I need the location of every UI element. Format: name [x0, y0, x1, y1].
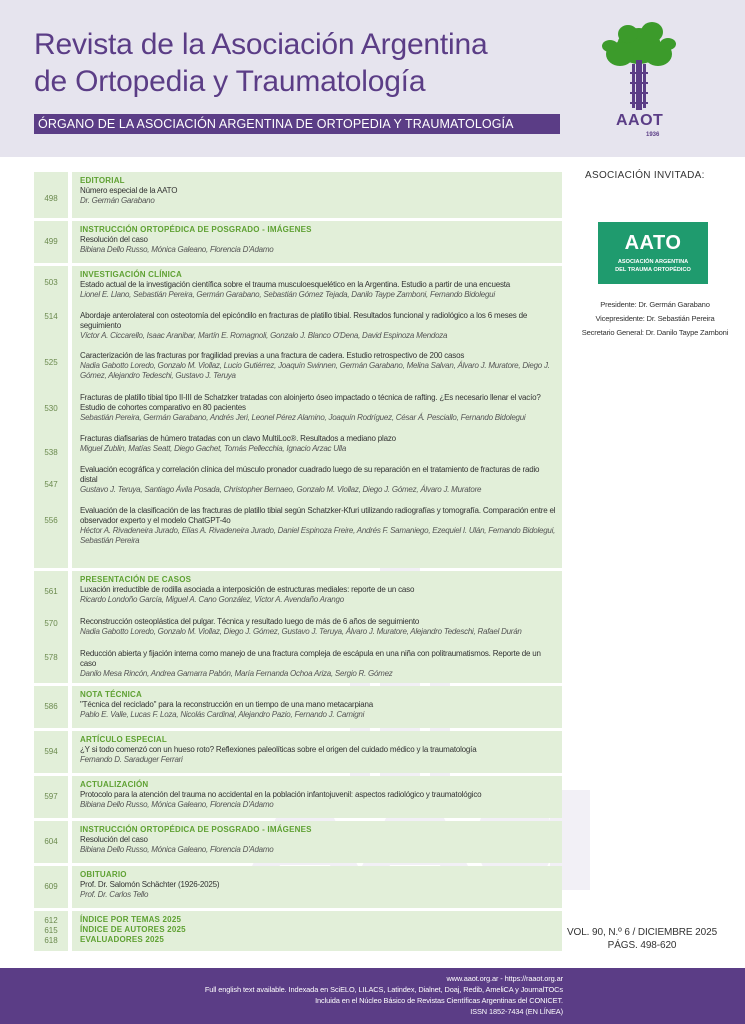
page-number: 594: [44, 747, 58, 756]
article-authors: Sebastián Pereira, Germán Garabano, Andrés Jeri, Leonel Pérez Alamino, Joaquín Rodríguez, César Á. Pesciallo, Fernando Bidolegui: [80, 413, 526, 422]
section-content: [72, 911, 562, 951]
journal-title-line1: Revista de la Asociación Argentina: [34, 28, 488, 61]
officers-list: [570, 298, 740, 340]
section-content: [72, 221, 562, 263]
aato-logo: [598, 222, 708, 284]
section-content: [72, 266, 562, 568]
list-item[interactable]: [80, 311, 556, 341]
list-item[interactable]: [80, 700, 556, 720]
aato-logo-line2: DEL TRAUMA ORTOPÉDICO: [615, 267, 691, 273]
journal-title: [34, 26, 487, 100]
page-number: 498: [44, 194, 58, 203]
president: Presidente: Dr. Germán Garabano: [600, 300, 710, 309]
page-column: [34, 866, 68, 908]
article-authors: Danilo Mesa Rincón, Andrea Gamarra Pabón, María Fernanda Ochoa Ariza, Sergio R. Gómez: [80, 669, 393, 678]
page-number: 547: [44, 480, 58, 489]
page-number: 597: [44, 792, 58, 801]
toc-section-indices: [34, 911, 562, 951]
article-title: Número especial de la AATO: [80, 186, 178, 195]
list-item[interactable]: [80, 235, 556, 255]
article-title: Protocolo para la atención del trauma no accidental en la población infantojuvenil: aspectos radiológico y traumatológico: [80, 790, 482, 799]
list-item[interactable]: [80, 617, 556, 637]
section-title: ARTÍCULO ESPECIAL: [80, 735, 167, 744]
page-number: 538: [44, 448, 58, 457]
aaot-logo-year: 1936: [646, 132, 660, 138]
toc-section-actualizacion: [34, 776, 562, 818]
page-range: PÁGS. 498-620: [607, 940, 677, 951]
footer-issn: ISSN 1852-7434 (EN LÍNEA): [470, 1007, 563, 1016]
secretary: Secretario General: Dr. Danilo Taype Zamboni: [581, 328, 729, 337]
list-item[interactable]: [80, 880, 556, 900]
section-title: INSTRUCCIÓN ORTOPÉDICA DE POSGRADO - IMÁGENES: [80, 825, 312, 834]
article-title: "Técnica del reciclado" para la reconstrucción en un tiempo de una mano metacarpiana: [80, 700, 374, 709]
list-item[interactable]: [80, 280, 556, 300]
article-title: Resolución del caso: [80, 835, 148, 844]
article-title: Resolución del caso: [80, 235, 148, 244]
article-authors: Dr. Germán Garabano: [80, 196, 155, 205]
section-content: [72, 776, 562, 818]
section-title: OBITUARIO: [80, 870, 127, 879]
invited-association-label: ASOCIACIÓN INVITADA:: [585, 170, 705, 181]
article-title: Reconstrucción osteoplástica del pulgar. Técnica y resultado luego de más de 6 años de seguimiento: [80, 617, 420, 626]
article-title: ¿Y si todo comenzó con un hueso roto? Reflexiones paleolíticas sobre el origen del cuidado médico y la traumatología: [80, 745, 477, 754]
index-title[interactable]: EVALUADORES 2025: [80, 935, 164, 944]
volume-info: [566, 926, 718, 952]
toc-section-nota-tecnica: [34, 686, 562, 728]
toc-section-obituario: [34, 866, 562, 908]
toc-section-articulo-especial: [34, 731, 562, 773]
page-number: 525: [44, 358, 58, 367]
section-title: PRESENTACIÓN DE CASOS: [80, 575, 192, 584]
article-authors: Bibiana Dello Russo, Mónica Galeano, Florencia D'Adamo: [80, 845, 274, 854]
list-item[interactable]: [80, 393, 556, 423]
article-title: Abordaje anterolateral con osteotomía del epicóndilo en fracturas de platillo tibial. Resultados funcional y radiológico a los 6 meses de seguimiento: [80, 311, 528, 330]
article-authors: Nadia Gabotto Loredo, Gonzalo M. Viollaz, Lucio Gutiérrez, Joaquín Swinnen, Germán Garabano, Melina Salvan, Álvaro J. Muratore, Diego J. Gómez, Alejandro Tedeschi, Gustavo J. Teruya: [80, 361, 550, 380]
page-column: [34, 686, 68, 728]
page-number: 612: [44, 916, 58, 925]
section-title: INSTRUCCIÓN ORTOPÉDICA DE POSGRADO - IMÁGENES: [80, 225, 312, 234]
page-number: 561: [44, 587, 58, 596]
list-item[interactable]: [80, 465, 556, 495]
article-authors: Miguel Zublin, Matías Seatt, Diego Gachet, Tomás Pellecchia, Ignacio Arzac Ulla: [80, 444, 347, 453]
article-title: Estado actual de la investigación científica sobre el trauma musculoesquelético en la Argentina. Estudio a partir de una encuesta: [80, 280, 511, 289]
section-title: ACTUALIZACIÓN: [80, 780, 149, 789]
page-column: [34, 776, 68, 818]
section-content: [72, 731, 562, 773]
section-title: INVESTIGACIÓN CLÍNICA: [80, 270, 182, 279]
article-title: Evaluación ecográfica y correlación clínica del músculo pronador cuadrado luego de su reparación en el tratamiento de fracturas de radio distal: [80, 465, 540, 484]
page-number: 578: [44, 653, 58, 662]
article-authors: Víctor A. Ciccarello, Isaac Aranibar, Martín E. Romagnoli, Gonzalo J. Blanco O'Dena, David Espinoza Mendoza: [80, 331, 448, 340]
toc-section-instruccion-2: [34, 821, 562, 863]
volume-issue: VOL. 90, N.º 6 / DICIEMBRE 2025: [566, 927, 718, 938]
list-item[interactable]: [80, 186, 556, 206]
article-authors: Ricardo Londoño García, Miguel A. Cano González, Víctor A. Avendaño Arango: [80, 595, 344, 604]
footer-indexing: Full english text available. Indexada en SciELO, LILACS, Latindex, Dialnet, Doaj, Redib, AmeliCA y JournalTOCs: [204, 985, 563, 994]
aato-logo-line1: ASOCIACIÓN ARGENTINA: [617, 259, 689, 265]
list-item[interactable]: [80, 745, 556, 765]
article-title: Prof. Dr. Salomón Schächter (1926-2025): [80, 880, 220, 889]
list-item[interactable]: [80, 585, 556, 605]
article-authors: Bibiana Dello Russo, Mónica Galeano, Florencia D'Adamo: [80, 800, 274, 809]
article-authors: Prof. Dr. Carlos Tello: [80, 890, 149, 899]
footer-band: [0, 968, 745, 1024]
page-number: 615: [44, 926, 58, 935]
footer-conicet: Incluida en el Núcleo Básico de Revistas Científicas Argentinas del CONICET.: [315, 996, 563, 1005]
page-number: 556: [44, 516, 58, 525]
index-title[interactable]: ÍNDICE POR TEMAS 2025: [80, 915, 182, 924]
section-title: EDITORIAL: [80, 176, 125, 185]
page-number: 604: [44, 837, 58, 846]
article-title: Luxación irreductible de rodilla asociada a interposición de estructuras mediales: reporte de un caso: [80, 585, 415, 594]
page-column: [34, 266, 68, 568]
toc-section-instruccion-1: [34, 221, 562, 263]
list-item[interactable]: [80, 835, 556, 855]
section-content: [72, 172, 562, 218]
section-title: NOTA TÉCNICA: [80, 690, 142, 699]
index-title[interactable]: ÍNDICE DE AUTORES 2025: [80, 925, 186, 934]
toc-section-investigacion-clinica: [34, 266, 562, 568]
article-authors: Pablo E. Valle, Lucas F. Loza, Nicolás Cardinal, Alejandro Pazio, Fernando J. Carnigni: [80, 710, 365, 719]
article-title: Evaluación de la clasificación de las fracturas de platillo tibial según Schatzker-Kfuri utilizando radiografías y tomografía. Comparación entre el observador experto y el modelo ChatGPT-4o: [80, 506, 556, 525]
article-authors: Gustavo J. Teruya, Santiago Ávila Posada, Christopher Bernaeo, Gonzalo M. Viollaz, Diego J. Gómez, Álvaro J. Muratore: [80, 485, 482, 494]
header-band: [0, 0, 745, 157]
article-title: Fracturas de platillo tibial tipo II-III de Schatzker tratadas con aloinjerto óseo impactado o técnica de rafting. ¿Es necesario llenar el vacío? Estudio de cohortes comparativo en 80 pacientes: [80, 393, 541, 412]
page-number: 503: [44, 278, 58, 287]
article-title: Caracterización de las fracturas por fragilidad previas a una fractura de cadera. Estudio retrospectivo de 200 casos: [80, 351, 465, 360]
list-item[interactable]: [80, 790, 556, 810]
article-authors: Bibiana Dello Russo, Mónica Galeano, Florencia D'Adamo: [80, 245, 274, 254]
section-content: [72, 821, 562, 863]
page-column: [34, 172, 68, 218]
article-title: Fracturas diafisarias de húmero tratadas con un clavo MultiLoc®. Resultados a mediano plazo: [80, 434, 396, 443]
article-authors: Fernando D. Saraduger Ferrari: [80, 755, 183, 764]
page-column: [34, 911, 68, 951]
list-item[interactable]: [80, 351, 556, 381]
page-number: 499: [44, 237, 58, 246]
page-number: 586: [44, 702, 58, 711]
aaot-logo-text: AAOT: [616, 112, 664, 129]
page-column: [34, 221, 68, 263]
section-content: [72, 686, 562, 728]
vicepresident: Vicepresidente: Dr. Sebastián Pereira: [595, 314, 715, 323]
article-authors: Héctor A. Rivadeneira Jurado, Elías A. Rivadeneira Jurado, Daniel Espinoza Freire, Andrés F. Samaniego, Ezequiel I. Ulán, Fernando Bidolegui, Sebastián Pereira: [80, 526, 556, 545]
aato-logo-name: AATO: [624, 232, 682, 254]
toc-section-editorial: [34, 172, 562, 218]
page-column: [34, 571, 68, 683]
toc-section-presentacion-casos: [34, 571, 562, 683]
journal-subtitle: ÓRGANO DE LA ASOCIACIÓN ARGENTINA DE ORTOPEDIA Y TRAUMATOLOGÍA: [34, 114, 560, 134]
page-number: 530: [44, 404, 58, 413]
list-item[interactable]: [80, 434, 556, 454]
list-item[interactable]: [80, 506, 556, 546]
section-content: [72, 571, 562, 683]
page-number: 618: [44, 936, 58, 945]
page-number: 570: [44, 619, 58, 628]
article-authors: Lionel E. Llano, Sebastián Pereira, Germán Garabano, Sebastián Gómez Tejada, Danilo Taype Zamboni, Fernando Bidolegui: [80, 290, 495, 299]
list-item[interactable]: [80, 649, 556, 679]
section-content: [72, 866, 562, 908]
table-of-contents: [34, 172, 562, 954]
page-column: [34, 821, 68, 863]
page-number: 609: [44, 882, 58, 891]
page-number: 514: [44, 312, 58, 321]
article-authors: Nadia Gabotto Loredo, Gonzalo M. Viollaz, Diego J. Gómez, Gustavo J. Teruya, Álvaro J. Muratore, Alejandro Tedeschi, Rafael Durán: [80, 627, 522, 636]
footer-urls[interactable]: www.aaot.org.ar - https://raaot.org.ar: [446, 974, 563, 983]
article-title: Reducción abierta y fijación interna como manejo de una fractura compleja de escápula en una niña con politraumatismos. Reporte de un caso: [80, 649, 541, 668]
page-column: [34, 731, 68, 773]
journal-title-line2: de Ortopedia y Traumatología: [34, 65, 426, 98]
